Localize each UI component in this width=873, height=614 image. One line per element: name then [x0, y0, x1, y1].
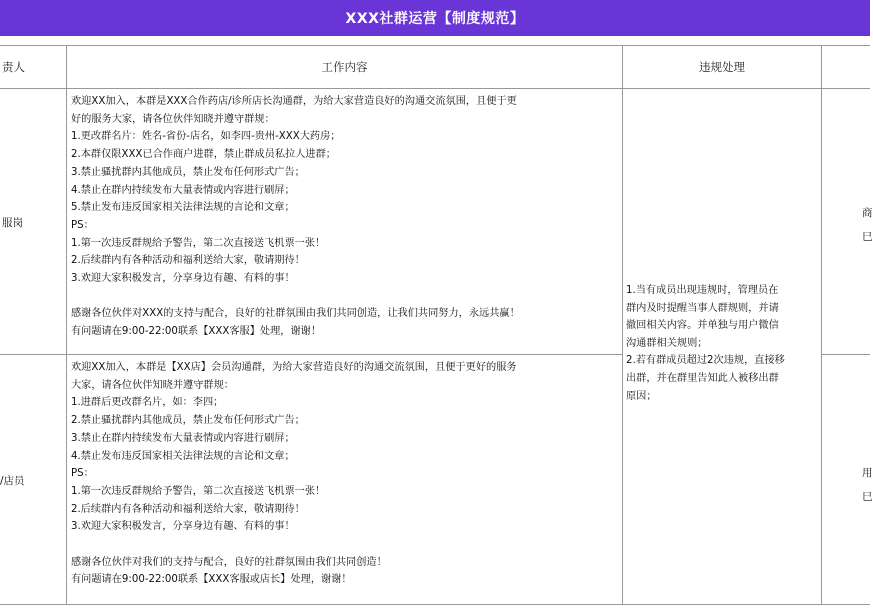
- row2-line: 1.第一次违反群规给予警告，第二次直接送飞机票一张！: [71, 485, 326, 497]
- row1-line: 欢迎XX加入，本群是XXX合作药店/诊所店长沟通群，为给大家营造良好的沟通交流氛围，且便于更: [71, 96, 517, 107]
- row2-extra-cell: [822, 355, 873, 605]
- row1-owner-cell: [0, 89, 67, 355]
- row2-line: 2.禁止骚扰群内其他成员，禁止发布任何形式广告；: [71, 415, 305, 427]
- header-extra: [822, 45, 870, 89]
- header-owner: 责人: [0, 45, 67, 89]
- row2-line: 4.禁止发布违反国家相关法律法规的言论和文章；: [71, 450, 295, 462]
- row1-line: 感谢各位伙伴对XXX的支持与配合，良好的社群氛围由我们共同创造，让我们共同努力，永远共赢！: [71, 308, 520, 320]
- header-work-content: 工作内容: [67, 45, 623, 89]
- row1-line: 3.欢迎大家积极发言，分享身边有趣、有料的事！: [71, 273, 295, 285]
- row2-line: 欢迎XX加入，本群是【XX店】会员沟通群，为给大家营造良好的沟通交流氛围，且便于更好的服务: [71, 362, 517, 373]
- row1-extra-char: 商: [862, 207, 873, 219]
- violation-line: 群内及时提醒当事人群规则，并请: [626, 302, 779, 314]
- header-violation: 违规处理: [623, 45, 822, 89]
- row1-line: 1.更改群名片：姓名-省份-店名，如李四-贵州-XXX大药房；: [71, 131, 341, 143]
- row2-extra-char: 用: [862, 467, 873, 479]
- violation-line: 沟通群相关规则；: [626, 337, 708, 349]
- row2-owner-cell: [0, 355, 67, 605]
- row2-line: 3.禁止在群内持续发布大量表情或内容进行刷屏；: [71, 432, 295, 444]
- row1-line: 1.第一次违反群规给予警告，第二次直接送飞机票一张！: [71, 237, 326, 249]
- row2-owner: /店员: [0, 475, 25, 487]
- row2-line: 3.欢迎大家积极发言，分享身边有趣、有料的事！: [71, 521, 295, 533]
- row2-line: 有问题请在9:00-22:00联系【XXX客服或店长】处理，谢谢！: [71, 574, 352, 586]
- row1-extra-cell: [822, 89, 873, 355]
- row1-line: 4.禁止在群内持续发布大量表情或内容进行刷屏；: [71, 184, 295, 196]
- violation-line: 原因；: [626, 390, 657, 402]
- row1-line: 2.后续群内有各种活动和福利送给大家，敬请期待！: [71, 255, 305, 267]
- row1-line: 5.禁止发布违反国家相关法律法规的言论和文章；: [71, 202, 295, 214]
- row2-work-cell: [67, 355, 623, 605]
- row2-line: 1.进群后更改群名片，如：李四；: [71, 397, 224, 409]
- row2-line: 大家，请各位伙伴知晓并遵守群规：: [71, 379, 234, 391]
- violation-text: [626, 282, 785, 405]
- violation-line: 1.当有成员出现违规时，管理员在: [626, 285, 779, 296]
- row1-line: 3.禁止骚扰群内其他成员，禁止发布任何形式广告；: [71, 166, 305, 178]
- row2-line: PS：: [71, 468, 94, 480]
- row1-line: [71, 288, 618, 306]
- row1-work-cell: [67, 89, 623, 355]
- violation-cell: [623, 89, 822, 605]
- rules-table: [0, 45, 873, 605]
- violation-line: 撤回相关内容。并单独与用户微信: [626, 320, 779, 332]
- row2-line: [71, 536, 618, 554]
- violation-line: 出群，并在群里告知此人被移出群: [626, 372, 779, 384]
- row2-line: 2.后续群内有各种活动和福利送给大家，敬请期待！: [71, 503, 305, 515]
- row1-line: PS：: [71, 219, 94, 231]
- row1-line: 2.本群仅限XXX已合作商户进群，禁止群成员私拉人进群；: [71, 149, 336, 161]
- row1-line: 好的服务大家，请各位伙伴知晓并遵守群规：: [71, 113, 275, 125]
- row2-line: 感谢各位伙伴对我们的支持与配合，良好的社群氛围由我们共同创造！: [71, 556, 387, 568]
- document-title: XXX社群运营【制度规范】: [0, 0, 870, 36]
- row2-extra-char: 巳: [862, 491, 873, 503]
- violation-line: 2.若有群成员超过2次违规，直接移: [626, 355, 785, 367]
- row1-extra-char: 巳: [862, 231, 873, 243]
- row1-line: 有问题请在9:00-22:00联系【XXX客服】处理，谢谢！: [71, 326, 322, 338]
- row1-owner: 服岗: [2, 217, 23, 229]
